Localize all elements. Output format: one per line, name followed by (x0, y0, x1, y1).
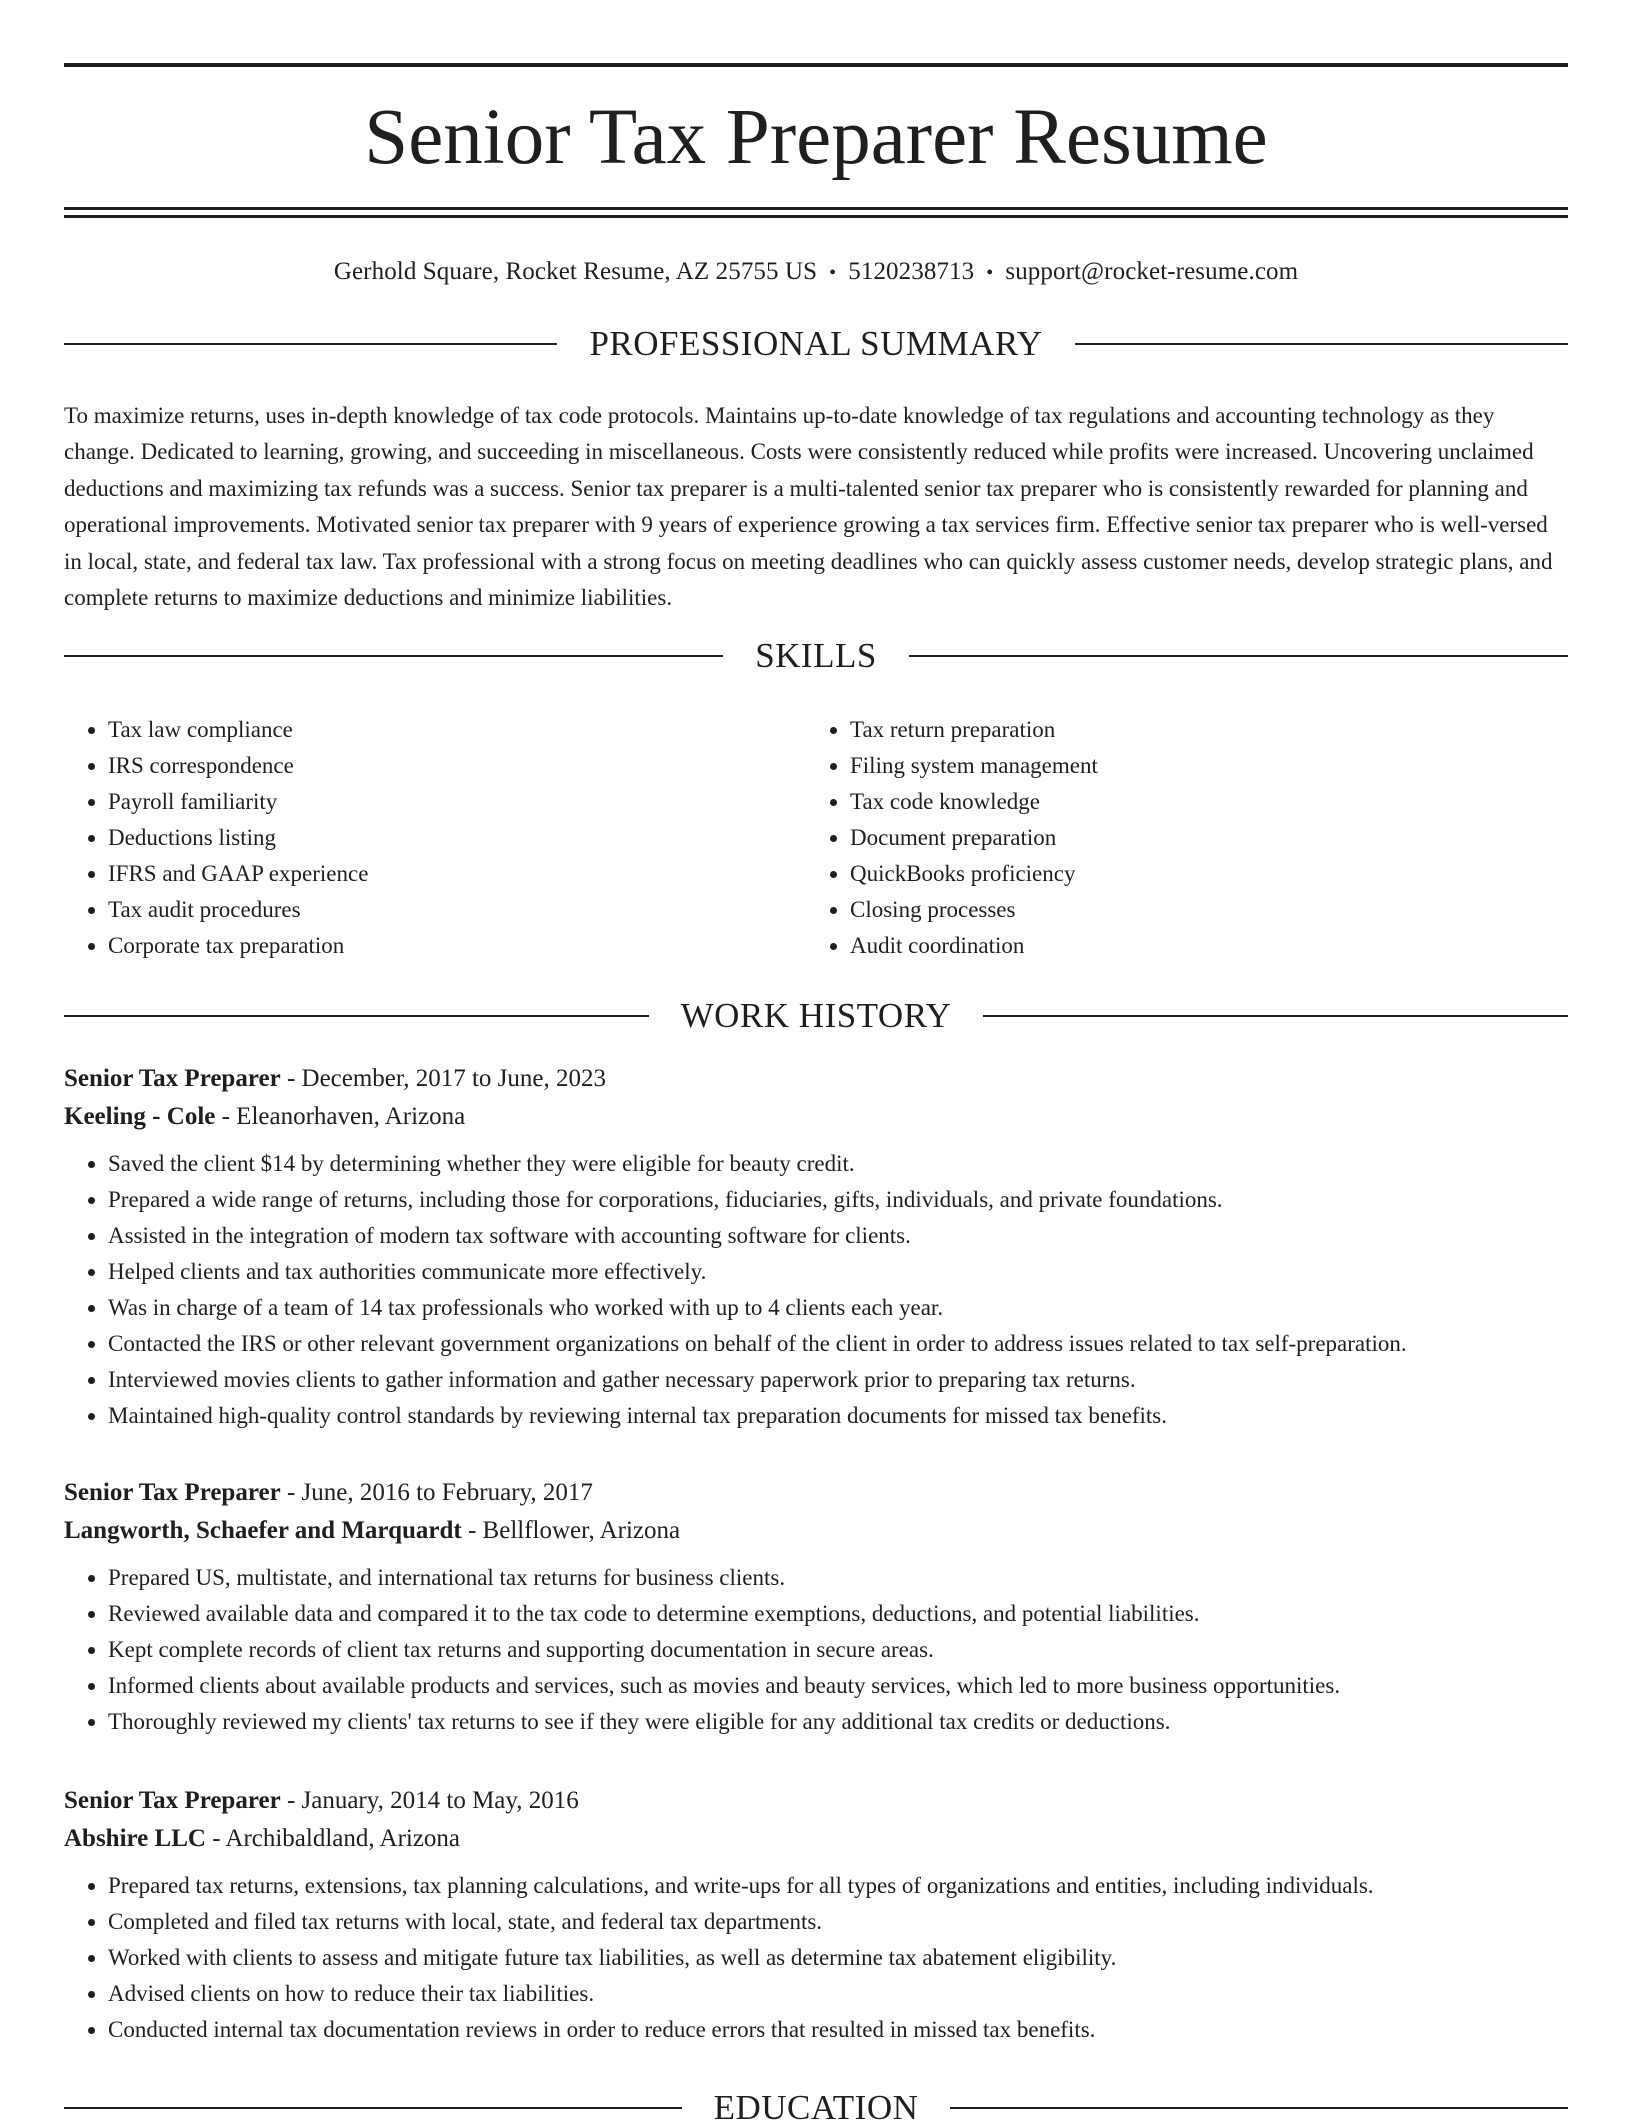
job-bullet: • Interviewed movies clients to gather information and gather necessary paperwork prior to preparing tax returns. (108, 1362, 1568, 1398)
job-bullet: • Informed clients about available products and services, such as movies and beauty services, which led to more business opportunities. (108, 1668, 1568, 1704)
job-title: Senior Tax Preparer (64, 1787, 281, 1814)
job-entry (64, 1474, 1568, 1740)
education-heading (64, 2088, 1568, 2128)
skills-heading (64, 636, 1568, 676)
heading-rule-right (909, 655, 1568, 657)
job-bullet: • Helped clients and tax authorities communicate more effectively. (108, 1254, 1568, 1290)
job-bullet: • Was in charge of a team of 14 tax professionals who worked with up to 4 clients each year. (108, 1290, 1568, 1326)
job-entry (64, 1060, 1568, 1434)
skill-item: • Payroll familiarity (108, 784, 806, 820)
job-entry (64, 1782, 1568, 2048)
job-bullet: • Contacted the IRS or other relevant government organizations on behalf of the client in order to address issues related to tax self-preparation. (108, 1326, 1568, 1362)
header-double-rule-lower (64, 215, 1568, 218)
job-dates: - June, 2016 to February, 2017 (280, 1479, 593, 1506)
job-location: - Bellflower, Arizona (461, 1517, 681, 1544)
contact-email: support@rocket-resume.com (1005, 258, 1299, 285)
job-company-row (64, 1512, 1568, 1550)
heading-rule-right (1075, 343, 1568, 345)
education-heading-label: EDUCATION (713, 2088, 919, 2127)
skill-item: • Closing processes (850, 892, 1548, 928)
job-title-row (64, 1474, 1568, 1512)
job-bullet: • Thoroughly reviewed my clients' tax returns to see if they were eligible for any additional tax credits or deductions. (108, 1704, 1568, 1740)
job-location: - Archibaldland, Arizona (205, 1825, 461, 1852)
summary-heading-label: PROFESSIONAL SUMMARY (589, 324, 1043, 363)
skills-list (64, 712, 1568, 964)
job-bullet: • Worked with clients to assess and mitigate future tax liabilities, as well as determine tax abatement eligibility. (108, 1940, 1568, 1976)
job-bullet: • Prepared US, multistate, and international tax returns for business clients. (108, 1560, 1568, 1596)
job-title-row (64, 1060, 1568, 1098)
heading-rule-left (64, 1015, 649, 1017)
job-location: - Eleanorhaven, Arizona (215, 1103, 466, 1130)
job-bullets (64, 1868, 1568, 2048)
job-title: Senior Tax Preparer (64, 1065, 281, 1092)
heading-rule-left (64, 655, 723, 657)
job-bullet: • Prepared a wide range of returns, including those for corporations, fiduciaries, gifts, individuals, and private foundations. (108, 1182, 1568, 1218)
skill-item: • Document preparation (850, 820, 1548, 856)
job-bullets (64, 1560, 1568, 1740)
skill-item: • Tax code knowledge (850, 784, 1548, 820)
header-double-rule-upper (64, 207, 1568, 210)
work-history-heading (64, 996, 1568, 1036)
job-bullets (64, 1146, 1568, 1434)
heading-rule-left (64, 343, 557, 345)
heading-rule-right (983, 1015, 1568, 1017)
skill-item: • Corporate tax preparation (108, 928, 806, 964)
contact-separator: • (829, 262, 837, 284)
skill-item: • Tax return preparation (850, 712, 1548, 748)
job-title: Senior Tax Preparer (64, 1479, 281, 1506)
job-bullet: • Prepared tax returns, extensions, tax planning calculations, and write-ups for all types of organizations and entities, including individuals. (108, 1868, 1568, 1904)
job-bullet: • Conducted internal tax documentation reviews in order to reduce errors that resulted in missed tax benefits. (108, 2012, 1568, 2048)
job-company: Abshire LLC (64, 1825, 206, 1852)
summary-heading (64, 324, 1568, 364)
work-history-heading-label: WORK HISTORY (680, 996, 952, 1035)
skill-item: • QuickBooks proficiency (850, 856, 1548, 892)
job-bullet: • Advised clients on how to reduce their tax liabilities. (108, 1976, 1568, 2012)
skills-heading-label: SKILLS (755, 636, 877, 675)
skill-item: • Tax audit procedures (108, 892, 806, 928)
job-dates: - January, 2014 to May, 2016 (280, 1787, 579, 1814)
skills-column-left (64, 712, 806, 964)
resume-title: Senior Tax Preparer Resume (364, 94, 1268, 181)
header-top-rule (64, 63, 1568, 67)
contact-line (64, 254, 1568, 291)
job-bullet: • Saved the client $14 by determining whether they were eligible for beauty credit. (108, 1146, 1568, 1182)
heading-rule-right (950, 2107, 1568, 2109)
contact-phone: 5120238713 (848, 258, 975, 285)
job-company-row (64, 1098, 1568, 1136)
summary-text: To maximize returns, uses in-depth knowledge of tax code protocols. Maintains up-to-date knowledge of tax regulations and accounting technology as they change. Dedicated to learning, growing, and succeeding in miscellaneous. Costs were consistently reduced while profits were increased. Uncovering unclaimed deductions and maximizing tax refunds was a success. Senior tax preparer is a multi-talented senior tax preparer who is consistently rewarded for planning and operational improvements. Motivated senior tax preparer with 9 years of experience growing a tax services firm. Effective senior tax preparer who is well-versed in local, state, and federal tax law. Tax professional with a strong focus on meeting deadlines who can quickly assess customer needs, develop strategic plans, and complete returns to maximize deductions and minimize liabilities. (64, 403, 1553, 611)
skill-item: • Filing system management (850, 748, 1548, 784)
heading-rule-left (64, 2107, 682, 2109)
job-company: Langworth, Schaefer and Marquardt (64, 1517, 462, 1544)
skill-item: • IFRS and GAAP experience (108, 856, 806, 892)
job-company-row (64, 1820, 1568, 1858)
skill-item: • Audit coordination (850, 928, 1548, 964)
job-title-row (64, 1782, 1568, 1820)
contact-separator: • (986, 262, 994, 284)
job-bullet: • Completed and filed tax returns with local, state, and federal tax departments. (108, 1904, 1568, 1940)
job-bullet: • Kept complete records of client tax returns and supporting documentation in secure areas. (108, 1632, 1568, 1668)
contact-address: Gerhold Square, Rocket Resume, AZ 25755 US (333, 258, 818, 285)
skill-item: • IRS correspondence (108, 748, 806, 784)
job-bullet: • Maintained high-quality control standards by reviewing internal tax preparation documents for missed tax benefits. (108, 1398, 1568, 1434)
skills-column-right (806, 712, 1548, 964)
job-dates: - December, 2017 to June, 2023 (280, 1065, 606, 1092)
job-bullet: • Reviewed available data and compared it to the tax code to determine exemptions, deductions, and potential liabilities. (108, 1596, 1568, 1632)
job-bullet: • Assisted in the integration of modern tax software with accounting software for clients. (108, 1218, 1568, 1254)
skill-item: • Deductions listing (108, 820, 806, 856)
skill-item: • Tax law compliance (108, 712, 806, 748)
job-company: Keeling - Cole (64, 1103, 216, 1130)
